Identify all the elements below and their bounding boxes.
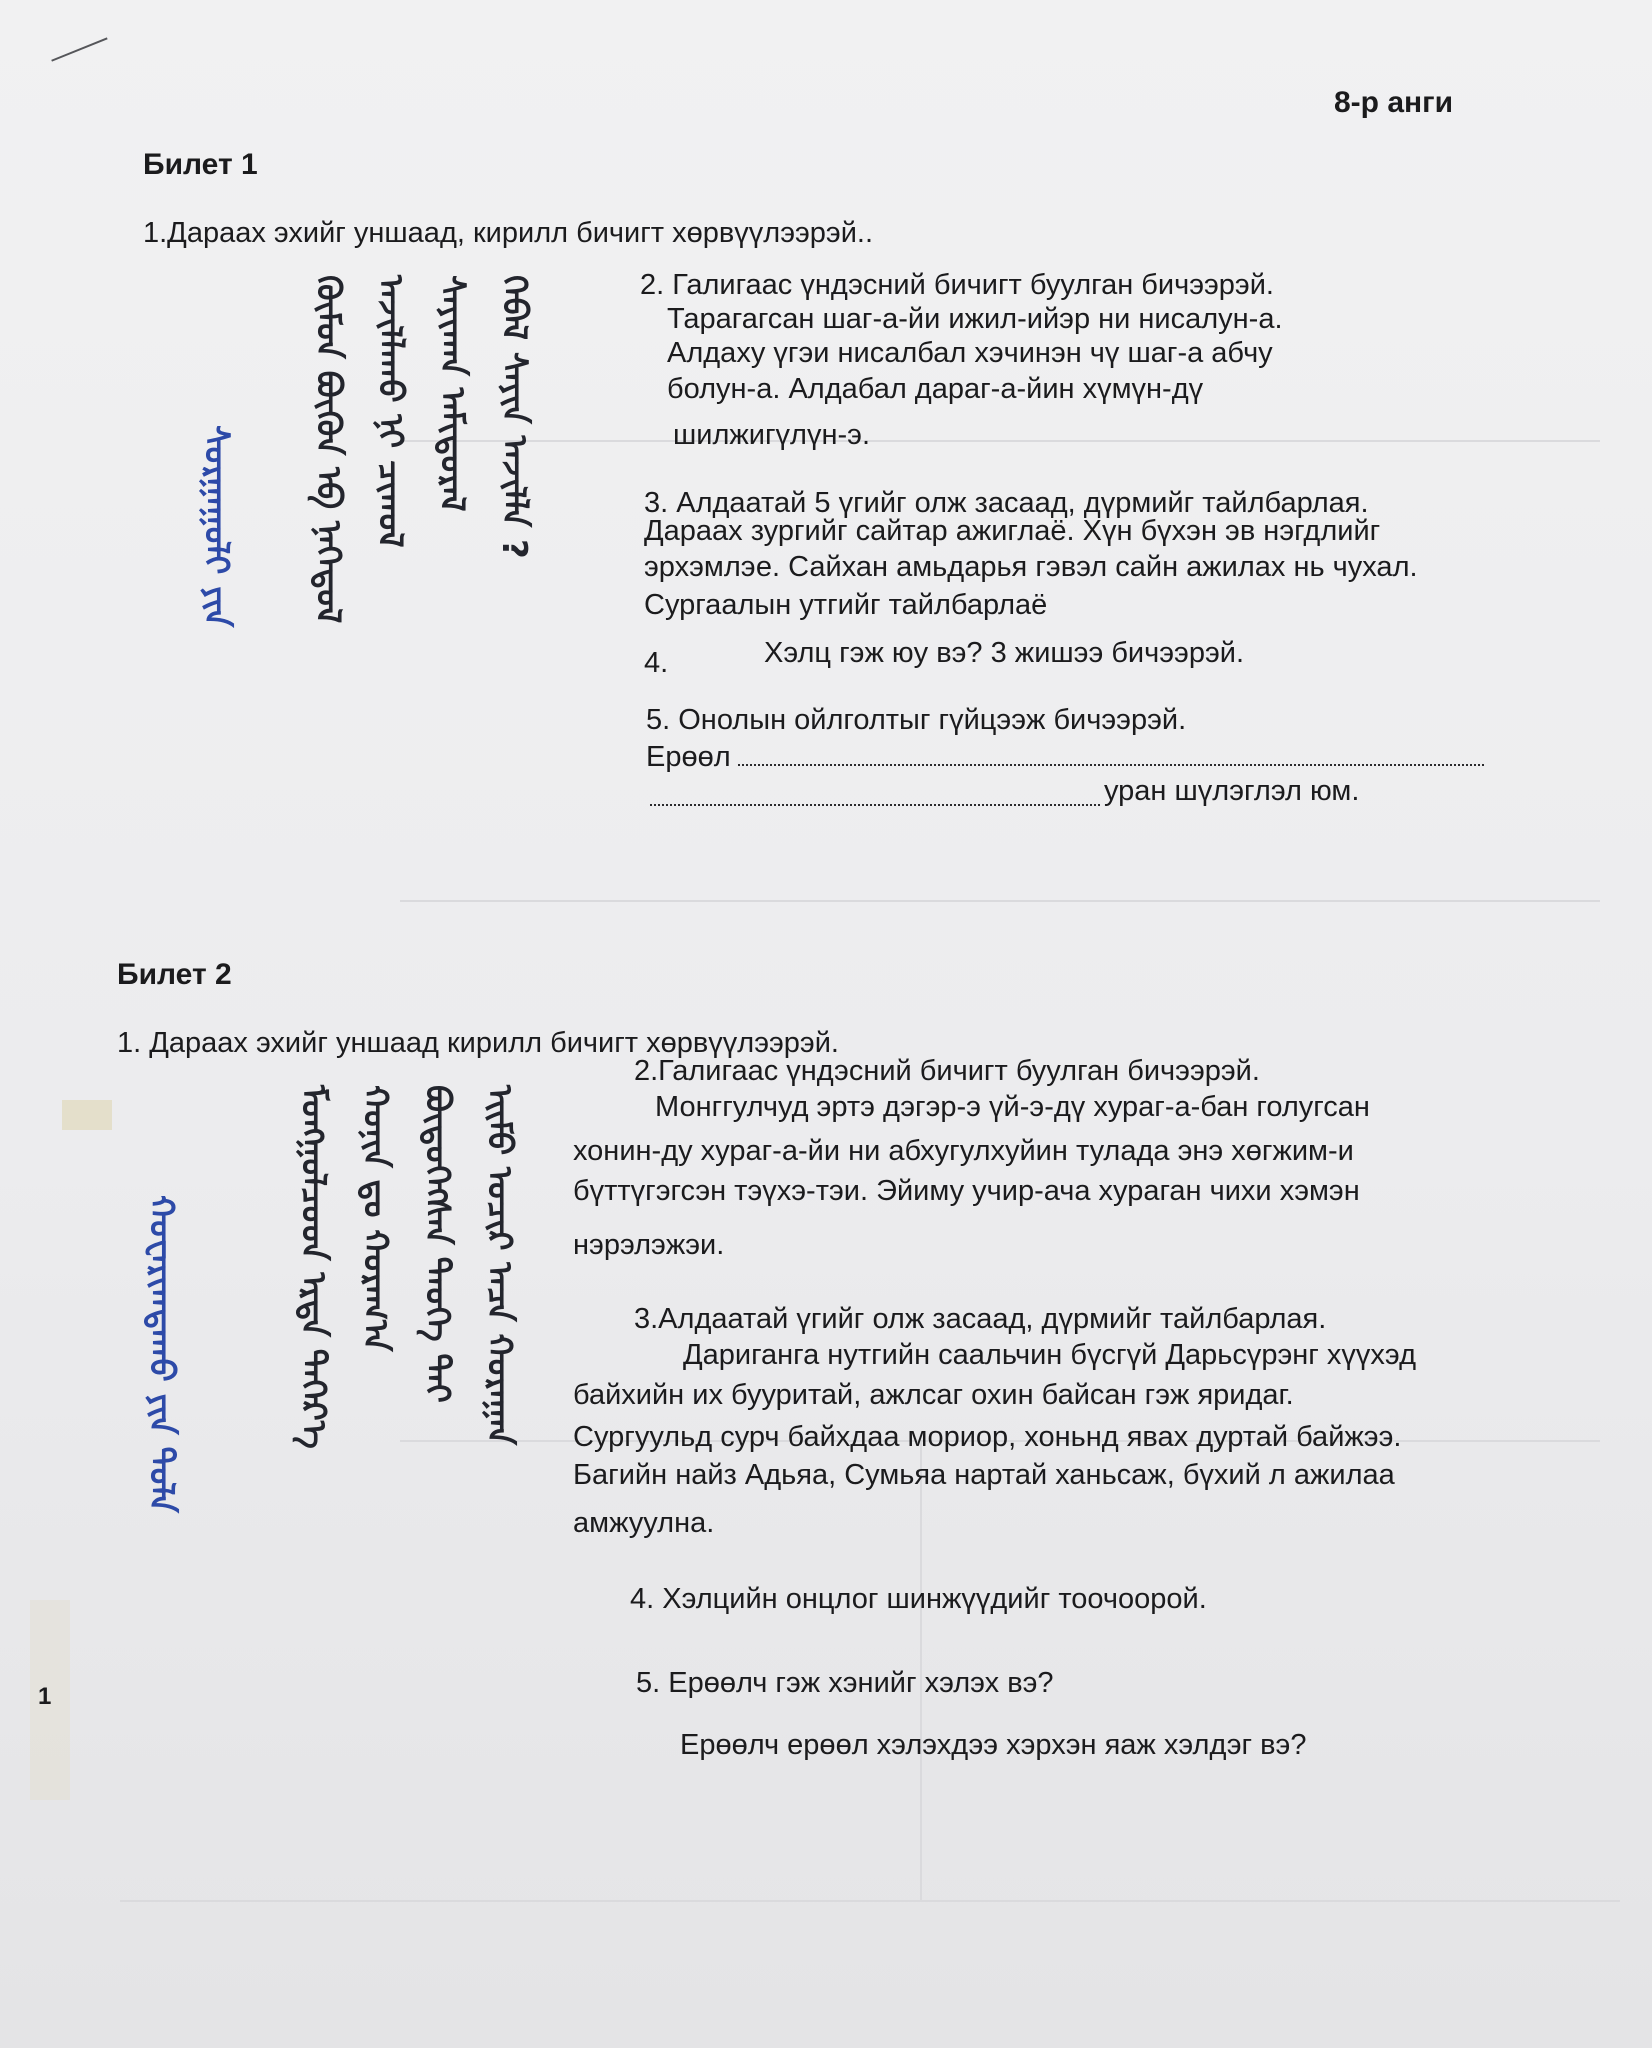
ticket1-q3-line: Сургаалын утгийг тайлбарлаё (644, 589, 1048, 621)
ticket2-q3-line: Сургуульд сурч байхдаа мориор, хоньнд явах дуртай байжээ. (573, 1421, 1402, 1453)
ticket1-q2-line: болун-а. Алдабал дараг-а-йин хүмүн-дү (667, 373, 1204, 405)
margin-mark: 1 (38, 1683, 52, 1710)
ticket1-question1: 1.Дараах эхийг уншаад, кирилл бичигт хөрвүүлээрэй.. (143, 217, 874, 249)
ticket2-q3-line: амжуулна. (573, 1507, 715, 1539)
ticket1-q5-line2: уран шүлэглэл юм. (1104, 775, 1360, 807)
fill-in-blank[interactable] (650, 804, 1100, 806)
ticket1-q5-text: 5. Онолын ойлголтыг гүйцээж бичээрэй. (646, 704, 1187, 736)
paper-fold-mark (40, 10, 108, 62)
mongol-column: ᠬᠣᠨᠢᠨ ᠳᠤ ᠬᠤᠷᠠᠭ᠎ᠠ (355, 1085, 395, 1352)
mongol-column: ᠰᠠᠶᠢᠬᠠᠨ ᠠᠮᠢᠳᠤᠷᠠᠯ (432, 275, 472, 512)
ticket2-q2-line: нэрэлэжэи. (573, 1229, 725, 1261)
ticket1-q3-line: эрхэмлэе. Сайхан амьдарья гэвэл сайн ажилах нь чухал. (644, 551, 1418, 583)
mongol-column: ᠡᠢᠮᠦ ᠤᠴᠢᠷ ᠠᠴᠠ ᠬᠤᠷᠠᠭᠠᠨ (479, 1085, 519, 1446)
ticket2-q5-text: 5. Ерөөлч гэж хэнийг хэлэх вэ? (636, 1667, 1054, 1699)
bleed-through-line (400, 440, 1600, 442)
mongol-column: ᠪᠦᠲᠦᠭᠡᠭᠰᠡᠨ ᠲᠡᠦᠬᠡ ᠲᠡᠢ (417, 1085, 457, 1403)
mongol-column: ᠭᠡᠪᠡᠯ ᠰᠠᠶᠢᠨ ᠠᠵᠢᠯᠯᠠ ? (494, 275, 534, 559)
ticket2-q2-line: бүттүгэгсэн тэүхэ-тэи. Эйиму учир-ача хураган чихи хэмэн (573, 1175, 1360, 1207)
ticket1-title: Билет 1 (143, 148, 258, 181)
mongol-column: ᠬᠤᠸᠠᠷᠢᠭᠳᠠᠬᠤ ᠶᠢᠨ ᠲᠤᠯᠠ (141, 1195, 181, 1513)
ticket1-mongol-script (185, 275, 545, 915)
mongol-column: ᠠᠵᠢᠯᠯᠠᠬᠤ ᠨᠢ ᠴᠢᠬᠤᠯ (370, 275, 410, 548)
ticket1-q2-line: шилжигүлүн-э. (673, 419, 871, 451)
ticket2-q3-line: 3.Алдаатай үгийг олж засаад, дүрмийг тайлбарлая. (634, 1303, 1327, 1335)
ticket2-q4-text: 4. Хэлцийн онцлог шинжүүдийг тоочоорой. (630, 1583, 1207, 1615)
ticket1-q2-line: Тарагагсан шаг-а-йи ижил-ийэр ни нисалун-а. (667, 303, 1283, 335)
paper-stain (62, 1100, 112, 1130)
fill-in-blank[interactable] (738, 764, 1484, 766)
ticket2-q3-line: Багийн найз Адьяа, Сумьяа нартай ханьсаж, бүхий л ажилаа (573, 1459, 1395, 1491)
ticket2-q2-line: Монггулчуд эртэ дэгэр-э үй-э-дү хураг-а-бан голугсан (655, 1091, 1370, 1123)
mongol-column: ᠮᠣᠩᠭᠣᠯᠴᠤᠳ ᠡᠷᠲᠡ ᠳᠡᠭᠡᠷ᠎ᠡ (293, 1085, 333, 1449)
ticket2-title: Билет 2 (117, 958, 232, 991)
ticket2-question1: 1. Дараах эхийг уншаад кирилл бичигт хөрвүүлээрэй. (117, 1027, 839, 1059)
ticket2-q5-subtext: Ерөөлч ерөөл хэлэхдээ хэрхэн яаж хэлдэг вэ? (680, 1729, 1307, 1761)
ticket2-q2-line: 2.Галигаас үндэсний бичигт буулган бичээрэй. (634, 1055, 1260, 1087)
ticket1-q2-line: Алдаху үгэи нисалбал хэчинэн чү шаг-а абчу (667, 337, 1273, 369)
mongol-column: ᠰᠤᠷᠭᠠᠭᠤᠯᠢ ᠶᠢᠨ (196, 425, 236, 628)
ticket2-mongol-script (130, 1085, 530, 1915)
ticket2-q3-line: байхийн их бууритай, ажлсаг охин байсан гэж яридаг. (573, 1379, 1294, 1411)
ticket2-q3-line: Дариганга нутгийн саальчин бүсгүй Дарьсүрэнг хүүхэд (683, 1339, 1416, 1371)
ticket1-q2-line: 2. Галигаас үндэсний бичигт буулган бичээрэй. (640, 269, 1274, 301)
ticket1-q4-text: Хэлц гэж юу вэ? 3 жишээ бичээрэй. (764, 637, 1245, 669)
ticket2-q2-line: хонин-ду хураг-а-йи ни абхугулхуйин тулада энэ хөгжим-и (573, 1135, 1354, 1167)
ticket1-q3-line: 3. Алдаатай 5 үгийг олж засаад, дүрмийг тайлбарлая. (644, 487, 1369, 519)
ticket1-q4-number: 4. (644, 647, 669, 679)
grade-label: 8-р анги (1334, 86, 1454, 119)
ticket1-q3-line: Дараах зургийг сайтар ажиглаё. Хүн бүхэн эв нэгдлийг (644, 515, 1381, 547)
mongol-column: ᠬᠦᠮᠦᠨ ᠪᠦᠬᠦᠨ ᠡᠪ ᠨᠡᠭᠡᠳᠦᠯ (308, 275, 348, 624)
bleed-through-line (400, 900, 1600, 902)
ticket1-q5-line1: Ерөөл (646, 741, 731, 773)
